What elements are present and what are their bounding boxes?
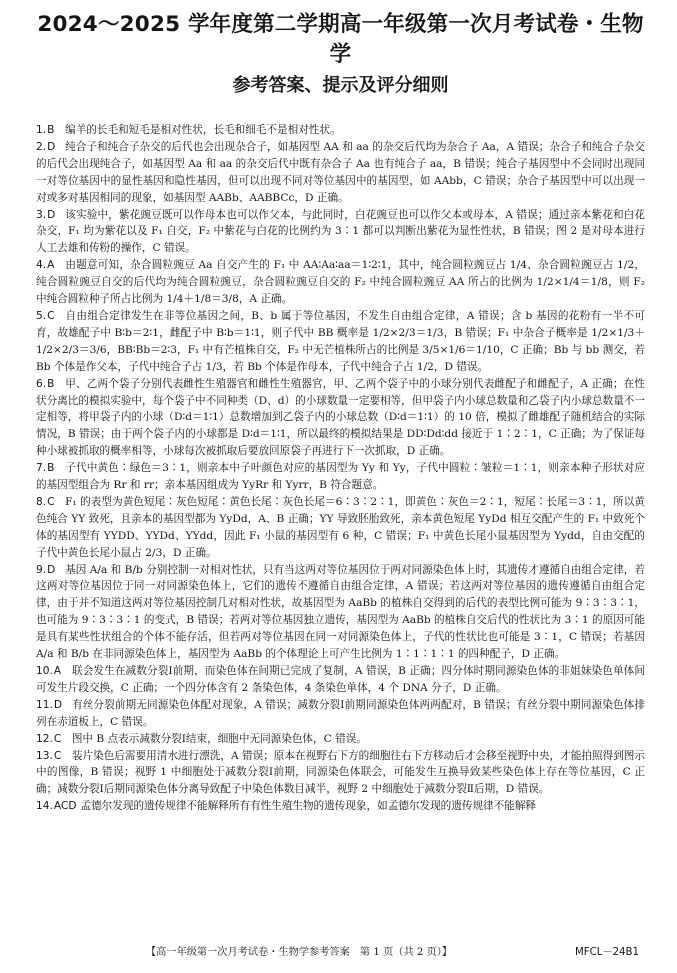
answer-key: A [53, 665, 62, 677]
answer-number: 5. [36, 309, 47, 322]
answer-explanation: 有丝分裂前期无同源染色体配对现象，A 错误；减数分裂Ⅰ前期同源染色体两两配对，B 错误；有丝分裂中期同源染色体排列在赤道板上，C 错误。 [36, 698, 645, 728]
answer-number: 3. [36, 208, 47, 221]
answer-key: B [47, 124, 55, 136]
answer-explanation: 甲、乙两个袋子分别代表雌性生殖器官和雌性生殖器官，甲、乙两个袋子中的小球分别代表雌配子和雌配子，A 正确；在性状分离比的模拟实验中，每个袋子中不同种类（D、d）的小球数量一定要相等，但甲袋子内小球总数量和乙袋子内小球总数量不一定相等，将甲袋子内的小球（D∶d＝1∶1）总数增加到乙袋子内的小球总数（D∶d＝1∶1）的 10 倍，模拟了雌雄配子随机结合的实际情况，B 错误；由于两个袋子内的小球都是 D∶d＝1∶1，所以最终的模拟结果是 DD∶Dd∶dd 接近于 1∶2∶1，C 正确；为了保证每种小球被抓取的概率相等，小球每次被抓取后要放回原袋子再进行下一次抓取，D 正确。 [36, 377, 645, 458]
answer-number: 2. [36, 140, 47, 153]
answer-item [36, 207, 645, 258]
answer-explanation: 图中 B 点表示减数分裂Ⅰ结束，细胞中无同源染色体，C 错误。 [71, 732, 367, 745]
answer-number: 1. [36, 124, 47, 136]
answer-item [36, 494, 645, 562]
answer-key: D [47, 563, 56, 576]
answer-key: B [47, 462, 55, 475]
answer-item [36, 460, 645, 494]
answer-key: D [53, 698, 63, 711]
answer-number: 6. [36, 377, 47, 390]
answer-number: 8. [36, 495, 47, 508]
answer-explanation: 装片染色后需要用清水进行漂洗，A 错误；原本在视野右下方的细胞往右下方移动后才会移至视野中央，才能拍照得到图示中的图像，B 错误；视野 1 中细胞处于减数分裂Ⅰ前期，同源染色体联会，可能发生互换导致某些染色体上存在等位基因，C 正确；减数分裂Ⅰ后期同源染色体分离导致配子中染色体数目减半，视野 2 中细胞处于减数分裂Ⅱ后期，D 错误。 [36, 749, 645, 796]
page-title: 2024～2025 学年度第二学期高一年级第一次月考试卷・生物学 [37, 12, 644, 67]
answer-explanation: 编羊的长毛和短毛是相对性状，长毛和细毛不是相对性状。 [65, 124, 341, 136]
answer-key: ACD [53, 800, 77, 813]
answer-explanation: 基因 A/a 和 B/b 分别控制一对相对性状，只有当这两对等位基因位于两对同源染色体上时，其遗传才遵循自由组合定律，若这两对等位基因位于同一对同源染色体上，它们的遗传不遵循自由组合定律，A 错误；若这两对等位基因的遗传遵循自由组合定律，由于并不知道这两对等位基因控制几对相对性状，故基因型为 AaBb 的植株自交得到的后代的表型比例可能为 9∶3∶3∶1，也可能为 9∶3∶3∶1 的变式，B 错误；若两对等位基因独立遗传，基因型为 AaBb 的植株自交后代的性状比为 3∶1 的原因可能是具有某些性状组合的个体不能存活，但若两对等位基因在同一对同源染色体上，子代的性状比也可能是 3∶1，C 错误；若基因 A/a 和 B/b 在非同源染色体上，基因型为 AaBb 的个体理论上可产生比例为 1∶1∶1∶1 的四种配子，D 正确。 [36, 563, 645, 661]
footer-page-info: 【高一年级第一次月考试卷・生物学参考答案 第 1 页（共 2 页）】 [146, 947, 453, 958]
answer-number: 10. [36, 665, 53, 677]
answer-item [36, 139, 645, 207]
answer-explanation: 联会发生在减数分裂Ⅰ前期，而染色体在间期已完成了复制，A 错误，B 正确；四分体时期同源染色体的非姐妹染色单体间可发生片段交换，C 正确；一个四分体含有 2 条染色体，4 条染色单体，4 个 DNA 分子，D 正确。 [36, 665, 645, 694]
answer-key: B [47, 377, 55, 390]
answer-key: A [47, 259, 55, 272]
answer-key: C [53, 732, 62, 745]
page-subtitle: 参考答案、提示及评分细则 [232, 75, 449, 96]
answer-list [36, 122, 645, 815]
answer-item [36, 122, 645, 139]
answer-explanation: 纯合子和纯合子杂交的后代也会出现杂合子，如基因型 AA 和 aa 的杂交后代均为杂合子 Aa，A 错误；杂合子和纯合子杂交的后代会出现纯合子，如基因型 Aa 和 aa 的杂交后代中既有杂合子 Aa 也有纯合子 aa，B 错误；纯合子基因型中不会同时出现同一对等位基因中的显性基因和隐性基因，但可以出现不同对等位基因中的基因型，如 AAbb，C 错误；杂合子基因型中可以出现一对或多对基因相同的现象，如基因型 AABb、AABBCc，D 正确。 [36, 140, 645, 204]
answer-item [36, 731, 645, 748]
footer-exam-code: MFCL－24B1 [574, 947, 639, 958]
answer-explanation: 子代中黄色∶绿色＝3∶1，则亲本中子叶颜色对应的基因型为 Yy 和 Yy，子代中圆粒∶皱粒＝1∶1，则亲本种子形状对应的基因型组合为 Rr 和 rr；亲本基因组成为 YyRr 和 Yyrr，B 符合题意。 [36, 462, 645, 492]
answer-key: C [47, 495, 55, 508]
answer-item [36, 663, 645, 697]
answer-number: 4. [36, 259, 47, 272]
answer-number: 7. [36, 462, 47, 475]
answer-number: 13. [36, 749, 53, 762]
answer-item [36, 798, 645, 815]
answer-number: 12. [36, 732, 53, 745]
answer-item [36, 308, 645, 376]
answer-explanation: 自由组合定律发生在非等位基因之间，B、b 属于等位基因，不发生自由组合定律，A 错误；含 b 基因的花粉有一半不可育，故雄配子中 B∶b＝2∶1，雌配子中 B∶b＝1∶1，则子代中 BB 概率是 1/2×2/3＝1/3，B 错误；F₁ 中杂合子概率是 1/2×1/3＋1/2×2/3＝3/6，BB∶Bb＝2∶3，F₁ 中有芒植株自交，F₂ 中无芒植株所占的比例是 3/5×1/6＝1/10，C 正确；Bb 与 bb 测交，若 Bb 个体是作父本，子代中纯合子占 1/3，若 Bb 个体是作母本，子代中纯合子占 1/2，D 错误。 [36, 309, 645, 373]
answer-item [36, 562, 645, 663]
answer-item [36, 697, 645, 731]
answer-key: D [47, 208, 56, 221]
answer-key: C [53, 749, 62, 762]
answer-key: D [47, 140, 56, 153]
answer-number: 11. [36, 698, 53, 711]
answer-item [36, 376, 645, 461]
answer-sheet-page [0, 10, 677, 973]
answer-explanation: F₁ 的表型为黄色短尾∶灰色短尾∶黄色长尾∶灰色长尾＝6∶3∶2∶1，即黄色∶灰色＝2∶1，短尾∶长尾＝3∶1，所以黄色纯合 YY 致死，且亲本的基因型都为 YyDd，A、B 正确；YY 导致胚胎致死，亲本黄色短尾 YyDd 相互交配产生的 F₁ 中致死个体的基因型有 YYDD、YYDd、YYdd，因此 F₁ 小鼠的基因型有 6 种，C 错误；F₁ 中黄色长尾小鼠基因型为 Yydd，自由交配的子代中黄色长尾小鼠占 2/3，D 正确。 [36, 495, 645, 559]
answer-explanation: 孟德尔发现的遗传规律不能解释所有有性生殖生物的遗传现象，如孟德尔发现的遗传规律不能解释 [80, 800, 537, 813]
answer-number: 9. [36, 563, 47, 576]
answer-key: C [47, 309, 55, 322]
answer-item [36, 257, 645, 308]
answer-explanation: 由题意可知，杂合圆粒豌豆 Aa 自交产生的 F₁ 中 AA∶Aa∶aa＝1∶2∶1，其中，纯合圆粒豌豆占 1/4、杂合圆粒豌豆占 1/2，纯合圆粒豌豆自交的后代均为纯合圆粒豌豆，杂合圆粒豌豆自交的 F₂ 中纯合圆粒豌豆 AA 所占的比例为 1/2×1/4＝1/8，则 F₂ 中纯合圆粒种子所占比例为 1/4＋1/8＝3/8，A 正确。 [36, 259, 645, 306]
answer-explanation: 该实验中，紫花豌豆既可以作母本也可以作父本，与此同时，白花豌豆也可以作父本或母本，A 错误；通过亲本紫花和白花杂交，F₁ 均为紫花以及 F₁ 自交，F₂ 中紫花与白花的比例约为 3∶1 都可以判断出紫花为显性性状，B 错误；图 2 是对母本进行人工去雄和传粉的操作，C 错误。 [36, 208, 645, 255]
answer-item [36, 748, 645, 799]
answer-number: 14. [36, 800, 53, 813]
